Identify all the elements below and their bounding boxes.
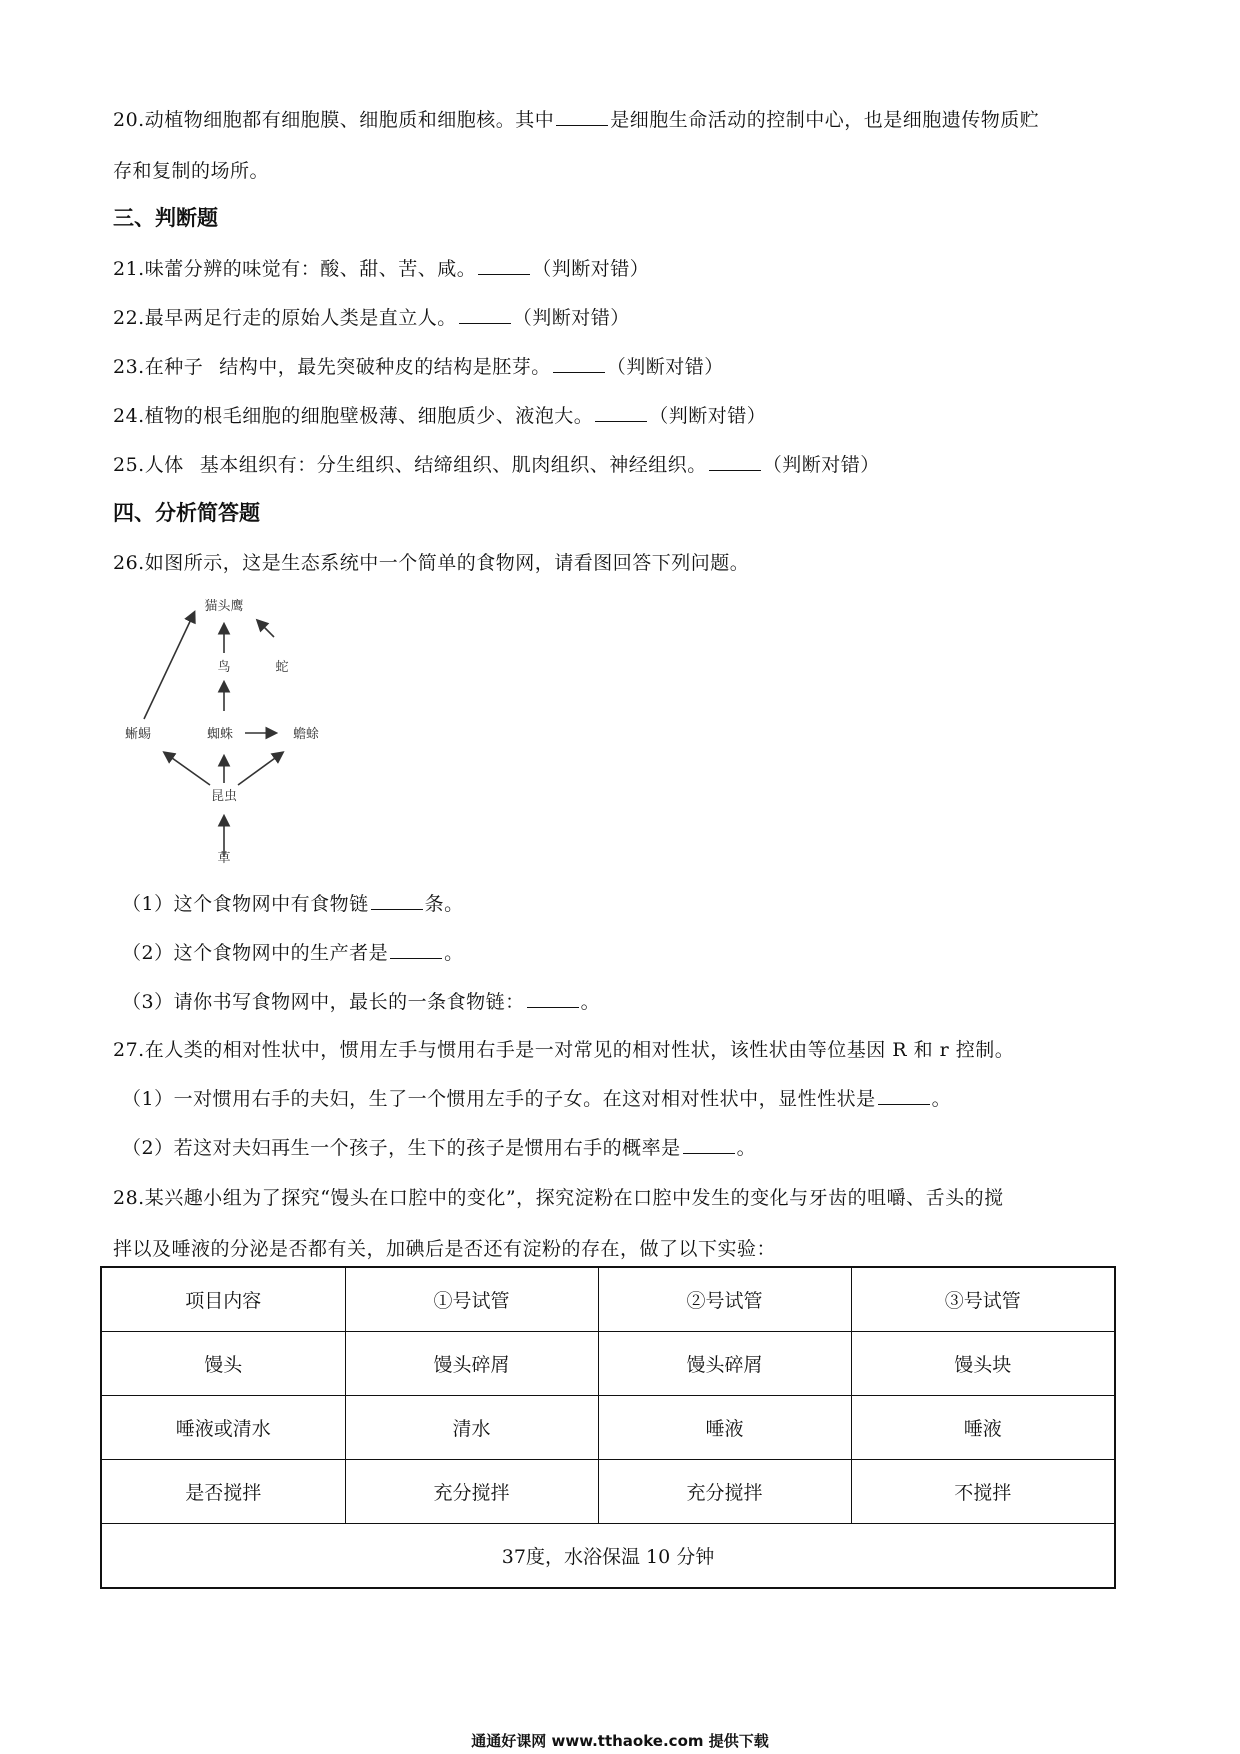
q27-sub2-text: （2）若这对夫妇再生一个孩子，生下的孩子是惯用右手的概率是 bbox=[122, 1137, 681, 1159]
q26-sub2-text: （2）这个食物网中的生产者是 bbox=[122, 942, 389, 964]
q27-sub2-tail: 。 bbox=[736, 1137, 757, 1159]
q27-sub2 bbox=[122, 1135, 756, 1160]
q26-sub3 bbox=[122, 989, 600, 1014]
answer-blank bbox=[553, 354, 605, 373]
node-frog: 蟾蜍 bbox=[292, 727, 320, 742]
node-bird: 鸟 bbox=[217, 660, 231, 675]
q20-line1 bbox=[113, 107, 1039, 132]
table-cell: 是否搅拌 bbox=[101, 1460, 345, 1524]
answer-blank bbox=[709, 452, 761, 471]
node-lizard: 蜥蜴 bbox=[124, 727, 152, 742]
judgment-hint: （判断对错） bbox=[762, 454, 880, 476]
answer-blank bbox=[390, 940, 442, 959]
answer-blank bbox=[371, 891, 423, 910]
q26-intro: 26.如图所示，这是生态系统中一个简单的食物网，请看图回答下列问题。 bbox=[113, 552, 750, 574]
judgment-24 bbox=[113, 403, 766, 428]
table-cell: 馒头块 bbox=[851, 1332, 1115, 1396]
judgment-text: 21.味蕾分辨的味觉有：酸、甜、苦、咸。 bbox=[113, 258, 477, 280]
q27-sub1 bbox=[122, 1086, 951, 1111]
judgment-23 bbox=[113, 354, 724, 379]
node-snake: 蛇 bbox=[275, 660, 289, 675]
answer-blank bbox=[683, 1135, 735, 1154]
judgment-hint: （判断对错） bbox=[512, 307, 630, 329]
q26-sub3-text: （3）请你书写食物网中，最长的一条食物链： bbox=[122, 991, 525, 1013]
q26-sub1-text: （1）这个食物网中有食物链 bbox=[122, 893, 369, 915]
table-cell: 项目内容 bbox=[101, 1267, 345, 1332]
table-cell: 不搅拌 bbox=[851, 1460, 1115, 1524]
table-cell: 清水 bbox=[345, 1396, 598, 1460]
page-footer: 通通好课网 www.tthaoke.com 提供下载 bbox=[471, 1732, 769, 1750]
table-cell: ①号试管 bbox=[345, 1267, 598, 1332]
q26-sub1 bbox=[122, 891, 464, 916]
table-row bbox=[101, 1460, 1115, 1524]
judgment-text: 24.植物的根毛细胞的细胞壁极薄、细胞质少、液泡大。 bbox=[113, 405, 594, 427]
answer-blank bbox=[527, 989, 579, 1008]
q20-line2: 存和复制的场所。 bbox=[113, 160, 270, 182]
node-insect: 昆虫 bbox=[210, 789, 238, 804]
table-cell: 馒头碎屑 bbox=[345, 1332, 598, 1396]
food-web-diagram bbox=[110, 585, 350, 865]
answer-blank bbox=[478, 256, 530, 275]
q20-text-b: 是细胞生命活动的控制中心，也是细胞遗传物质贮 bbox=[610, 109, 1040, 131]
answer-blank bbox=[556, 107, 608, 126]
judgment-21 bbox=[113, 256, 649, 281]
node-spider: 蜘蛛 bbox=[206, 727, 234, 742]
q27-intro: 27.在人类的相对性状中，惯用左手与惯用右手是一对常见的相对性状，该性状由等位基因 R 和 r 控制。 bbox=[113, 1039, 1015, 1061]
table-row bbox=[101, 1267, 1115, 1332]
answer-blank bbox=[878, 1086, 930, 1105]
judgment-text: 25.人体 bbox=[113, 454, 184, 476]
table-cell: ②号试管 bbox=[598, 1267, 851, 1332]
q28-line1: 28.某兴趣小组为了探究“馒头在口腔中的变化”，探究淀粉在口腔中发生的变化与牙齿的咀嚼、舌头的搅 bbox=[113, 1187, 1004, 1209]
judgment-text-cont: 结构中，最先突破种皮的结构是胚芽。 bbox=[219, 356, 551, 378]
section-title-judgment: 三、判断题 bbox=[113, 206, 218, 230]
judgment-25 bbox=[113, 452, 880, 477]
table-cell: 充分搅拌 bbox=[345, 1460, 598, 1524]
judgment-text-cont: 基本组织有：分生组织、结缔组织、肌肉组织、神经组织。 bbox=[199, 454, 707, 476]
q28-line2: 拌以及唾液的分泌是否都有关，加碘后是否还有淀粉的存在，做了以下实验： bbox=[113, 1238, 777, 1260]
table-cell: 充分搅拌 bbox=[598, 1460, 851, 1524]
q26-sub1-tail: 条。 bbox=[424, 893, 464, 915]
answer-blank bbox=[595, 403, 647, 422]
judgment-hint: （判断对错） bbox=[532, 258, 650, 280]
table-cell: 唾液或清水 bbox=[101, 1396, 345, 1460]
table-footer-cell: 37度，水浴保温 10 分钟 bbox=[101, 1524, 1115, 1589]
judgment-text: 22.最早两足行走的原始人类是直立人。 bbox=[113, 307, 457, 329]
q26-sub3-tail: 。 bbox=[580, 991, 601, 1013]
judgment-hint: （判断对错） bbox=[606, 356, 724, 378]
table-row bbox=[101, 1524, 1115, 1589]
q27-sub1-text: （1）一对惯用右手的夫妇，生了一个惯用左手的子女。在这对相对性状中，显性性状是 bbox=[122, 1088, 876, 1110]
table-cell: 唾液 bbox=[598, 1396, 851, 1460]
judgment-22 bbox=[113, 305, 630, 330]
judgment-text: 23.在种子 bbox=[113, 356, 204, 378]
node-grass: 草 bbox=[217, 851, 231, 865]
table-row bbox=[101, 1332, 1115, 1396]
experiment-table bbox=[100, 1266, 1116, 1589]
section-title-analysis: 四、分析简答题 bbox=[113, 501, 260, 525]
table-row bbox=[101, 1396, 1115, 1460]
q27-sub1-tail: 。 bbox=[931, 1088, 952, 1110]
q26-sub2 bbox=[122, 940, 464, 965]
node-owl: 猫头鹰 bbox=[204, 599, 244, 614]
table-cell: 唾液 bbox=[851, 1396, 1115, 1460]
table-cell: 馒头 bbox=[101, 1332, 345, 1396]
table-cell: 馒头碎屑 bbox=[598, 1332, 851, 1396]
table-cell: ③号试管 bbox=[851, 1267, 1115, 1332]
q26-sub2-tail: 。 bbox=[444, 942, 464, 964]
answer-blank bbox=[459, 305, 511, 324]
q20-text-a: 20.动植物细胞都有细胞膜、细胞质和细胞核。其中 bbox=[113, 109, 555, 131]
judgment-hint: （判断对错） bbox=[649, 405, 767, 427]
